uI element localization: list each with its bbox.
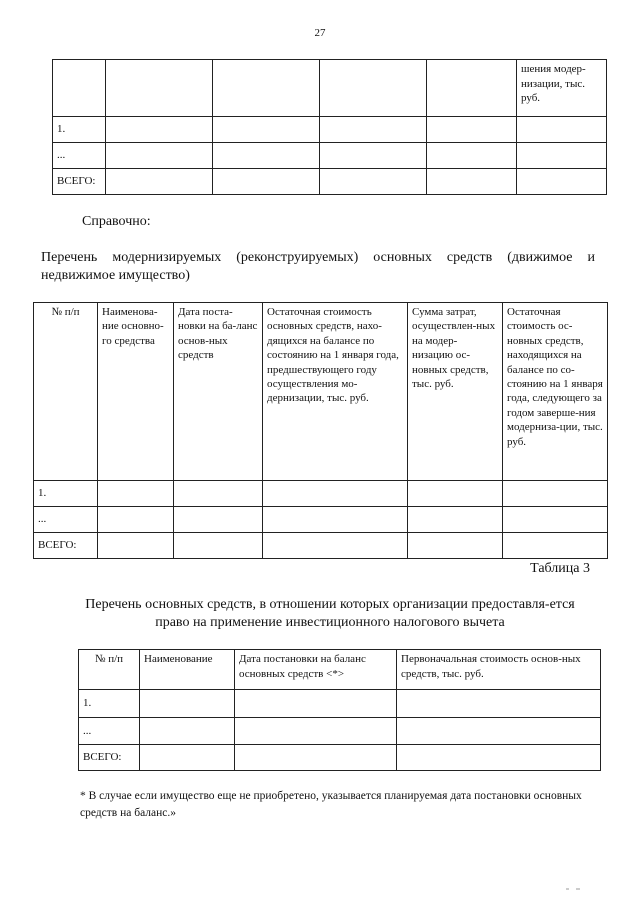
row-label: 1. xyxy=(53,117,106,143)
table-header-cell xyxy=(427,60,517,117)
header-number: № п/п xyxy=(34,303,98,481)
table-total-row xyxy=(79,745,601,771)
table-number: Таблица 3 xyxy=(530,561,590,576)
table-total-row xyxy=(53,169,607,195)
section-title-modernized-assets: Перечень модернизируемых (реконструируемых) основных средств (движимое и недвижимое имущество) xyxy=(41,250,595,283)
row-label: ... xyxy=(79,718,140,745)
table-modernized-assets xyxy=(33,302,608,559)
table-investment-deduction-assets xyxy=(78,649,601,771)
table-header-cell xyxy=(320,60,427,117)
header-number: № п/п xyxy=(79,650,140,690)
table-header-cell xyxy=(213,60,320,117)
table-header-cell xyxy=(53,60,106,117)
row-label: ВСЕГО: xyxy=(53,169,106,195)
table-row xyxy=(79,718,601,745)
table-continuation xyxy=(52,59,607,195)
row-label: ... xyxy=(53,143,106,169)
header-residual-value-before: Остаточная стоимость основных средств, нахо-дящихся на балансе по состоянию на 1 января года, предшествующего году осуществления мо-дернизации, тыс. руб. xyxy=(263,303,408,481)
row-label: ВСЕГО: xyxy=(34,533,98,559)
table-header-cell: шения модер-низации, тыс. руб. xyxy=(517,60,607,117)
page-number: 27 xyxy=(314,27,326,39)
header-residual-value-after: Остаточная стоимость ос-новных средств, находящихся на балансе по со-стоянию на 1 января года, следующего за годом заверше-ния модерниза-ции, тыс. руб. xyxy=(503,303,608,481)
table-header-row xyxy=(34,303,608,481)
table-row xyxy=(53,117,607,143)
table-row xyxy=(79,690,601,718)
table-header-row xyxy=(53,60,607,117)
header-name: Наименование xyxy=(140,650,235,690)
reference-label: Справочно: xyxy=(82,214,151,229)
header-initial-value: Первоначальная стоимость основ-ных средств, тыс. руб. xyxy=(397,650,601,690)
header-costs: Сумма затрат, осуществлен-ных на модер-низацию ос-новных средств, тыс. руб. xyxy=(408,303,503,481)
header-date: Дата постановки на баланс основных средств <*> xyxy=(235,650,397,690)
footnote: * В случае если имущество еще не приобретено, указывается планируемая дата постановки основных средств на баланс.» xyxy=(80,790,582,819)
table-header-cell xyxy=(106,60,213,117)
row-label: 1. xyxy=(34,481,98,507)
row-label: ВСЕГО: xyxy=(79,745,140,771)
row-label: 1. xyxy=(79,690,140,718)
table-total-row xyxy=(34,533,608,559)
scan-mark xyxy=(566,887,580,891)
table-row xyxy=(53,143,607,169)
table-row xyxy=(34,507,608,533)
row-label: ... xyxy=(34,507,98,533)
table-row xyxy=(34,481,608,507)
section-title-investment-deduction: Перечень основных средств, в отношении которых организации предоставля-ется право на применение инвестиционного налогового вычета xyxy=(85,597,575,630)
header-name: Наименова-ние основно-го средства xyxy=(98,303,174,481)
header-date: Дата поста-новки на ба-ланс основ-ных средств xyxy=(174,303,263,481)
table-header-row xyxy=(79,650,601,690)
